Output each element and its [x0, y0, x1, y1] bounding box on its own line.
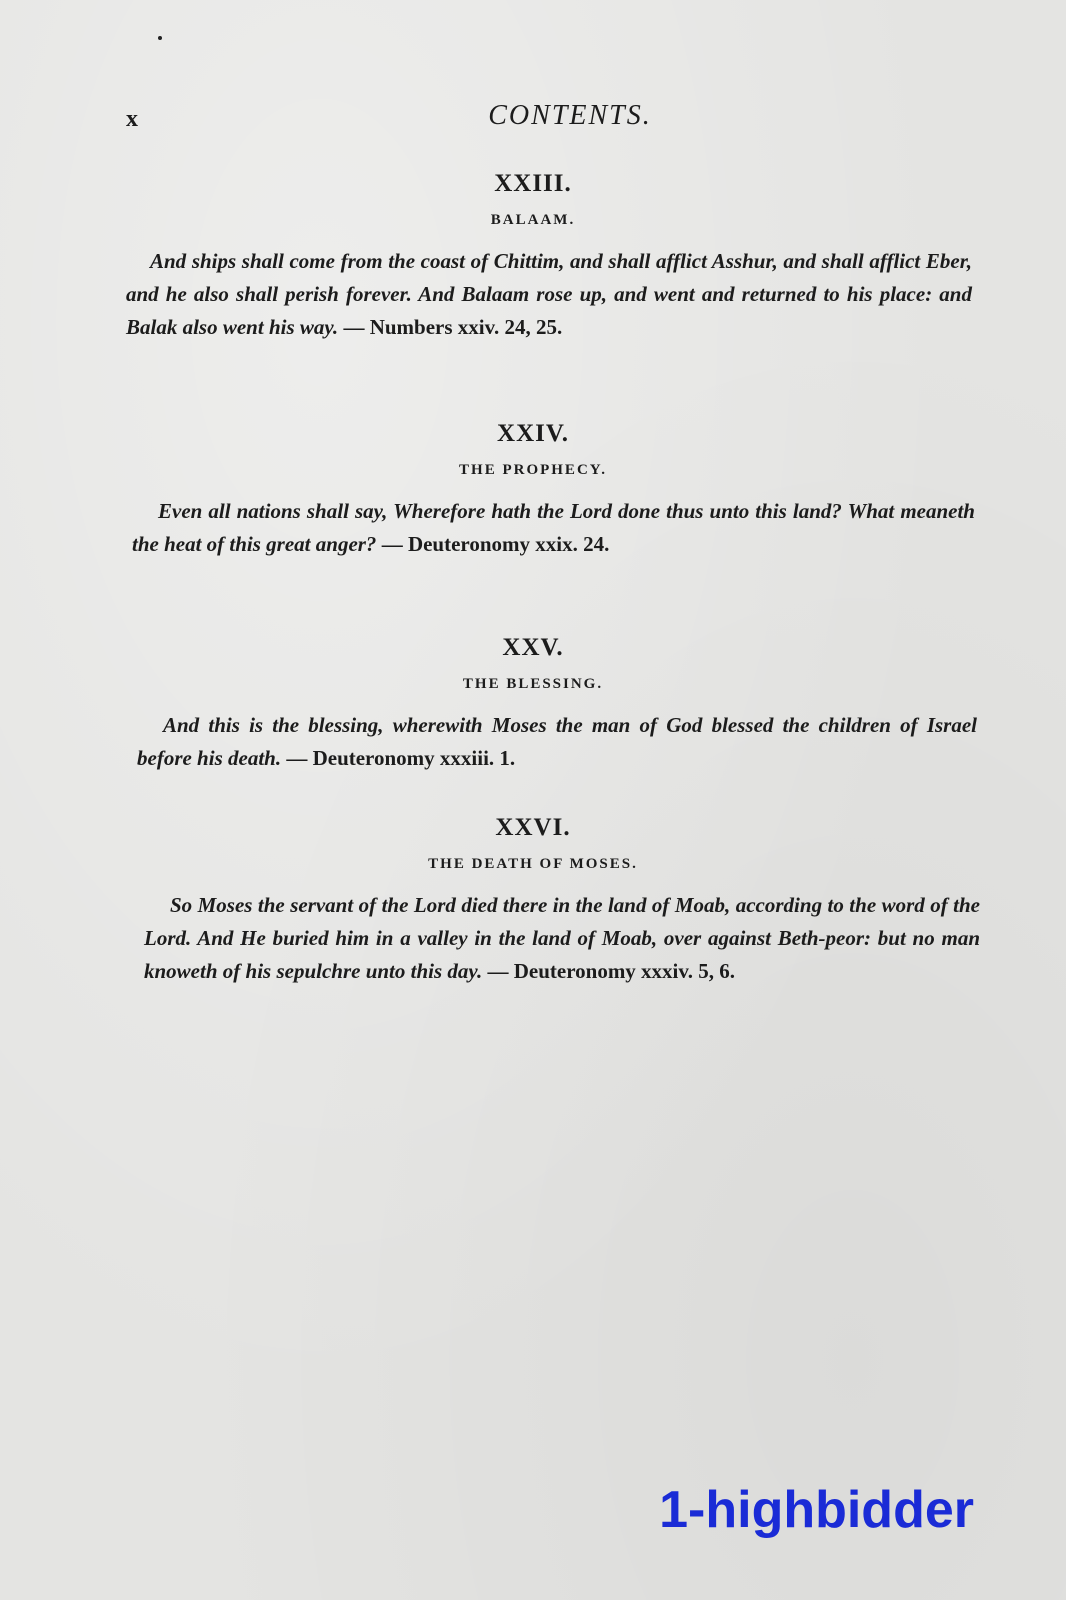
section-title: THE PROPHECY. [459, 462, 607, 478]
section-title: THE BLESSING. [462, 676, 604, 692]
section-quote-block [132, 495, 975, 561]
section-title: BALAAM. [490, 212, 576, 228]
section-numeral: XXVI. [495, 814, 571, 841]
scripture-reference: — Numbers xxiv. 24, 25. [343, 315, 563, 339]
page-number: x [126, 106, 138, 132]
section-quote-block [126, 245, 972, 344]
contents-section [0, 814, 1066, 988]
section-numeral: XXIV. [497, 420, 569, 447]
ink-speck [158, 36, 162, 40]
scripture-quote: And ships shall come from the coast of Chittim, and shall afflict Asshur, and shall afflict Eber, and he also shall perish forever. And Balaam rose up, and went and returned to his place: and Balak also went his way. [126, 249, 972, 339]
section-quote-block [144, 889, 980, 988]
scripture-reference: — Deuteronomy xxxiv. 5, 6. [487, 959, 735, 983]
section-quote-block [137, 709, 977, 775]
scripture-quote: Even all nations shall say, Wherefore hath the Lord done thus unto this land? What meaneth the heat of this great anger? [132, 499, 975, 556]
section-numeral: XXV. [502, 634, 564, 661]
scripture-quote: So Moses the servant of the Lord died there in the land of Moab, according to the word of the Lord. And He buried him in a valley in the land of Moab, over against Beth-peor: but no man knoweth of his sepulchre unto this day. [144, 893, 980, 983]
scripture-reference: — Deuteronomy xxix. 24. [381, 532, 610, 556]
seller-watermark: 1-highbidder [659, 1481, 974, 1539]
scripture-reference: — Deuteronomy xxxiii. 1. [286, 746, 516, 770]
running-head: CONTENTS. [488, 100, 652, 131]
section-title: THE DEATH OF MOSES. [428, 856, 638, 872]
scripture-quote: And this is the blessing, wherewith Moses the man of God blessed the children of Israel before his death. [137, 713, 977, 770]
contents-section [0, 170, 1066, 344]
contents-section [0, 420, 1066, 561]
section-numeral: XXIII. [494, 170, 572, 197]
contents-section [0, 634, 1066, 775]
